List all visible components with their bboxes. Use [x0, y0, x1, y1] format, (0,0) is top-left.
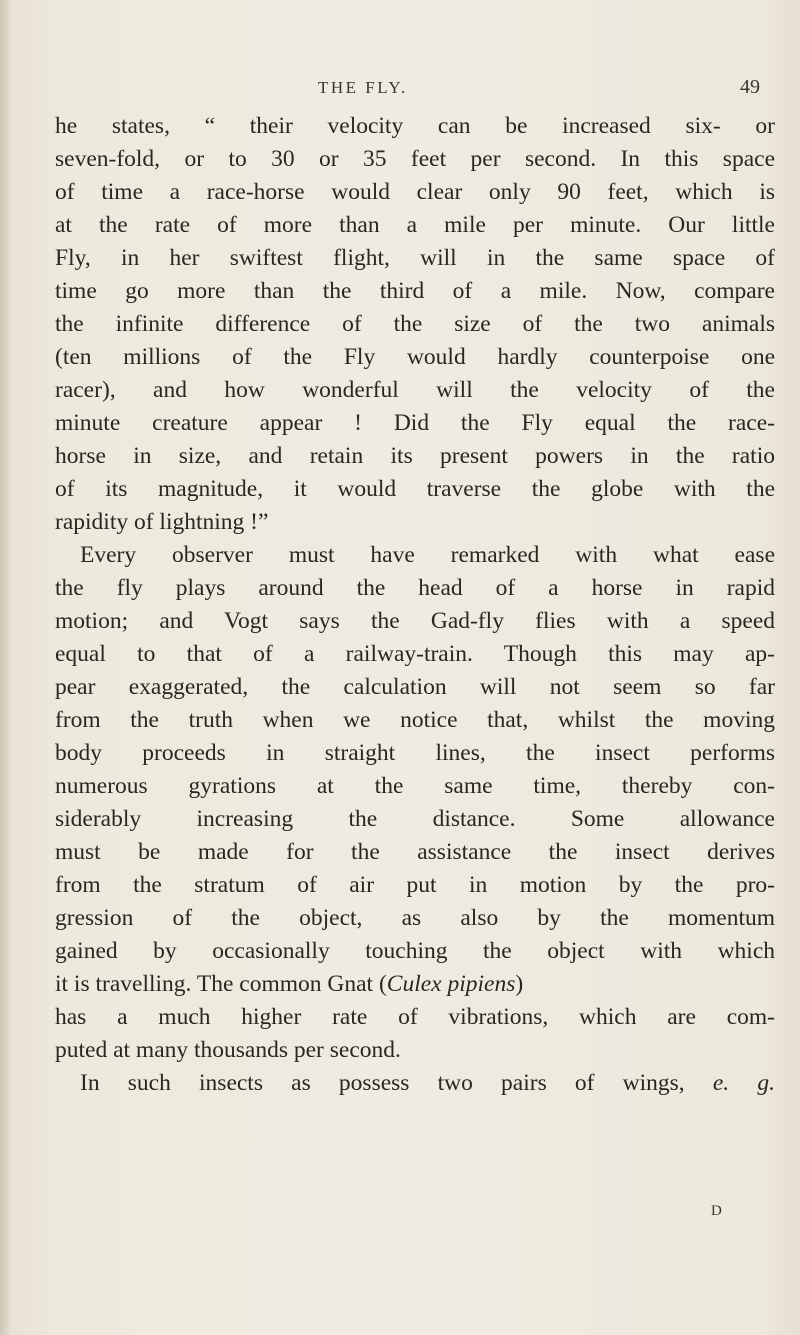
- text-line: of time a race-horse would clear only 90 feet, which is: [55, 179, 775, 205]
- text-line-with-italic: [55, 968, 775, 1001]
- paragraph-first-line: Every observer must have remarked with what ease: [80, 542, 775, 568]
- running-head: [0, 72, 800, 102]
- running-title: THE FLY.: [318, 78, 408, 97]
- text-line: body proceeds in straight lines, the insect performs: [55, 740, 775, 766]
- text-line: seven-fold, or to 30 or 35 feet per second. In this space: [55, 146, 775, 172]
- text-line: from the stratum of air put in motion by the pro-: [55, 872, 775, 898]
- text-line: he states, “ their velocity can be increased six- or: [55, 113, 775, 139]
- text-line: equal to that of a railway-train. Though this may ap-: [55, 641, 775, 667]
- signature-mark: D: [711, 1203, 722, 1219]
- text-line: at the rate of more than a mile per minute. Our little: [55, 212, 775, 238]
- text-line: the infinite difference of the size of the two animals: [55, 311, 775, 337]
- text-line: (ten millions of the Fly would hardly counterpoise one: [55, 344, 775, 370]
- italic-species-name: Culex pipiens: [386, 971, 516, 997]
- text-line: the fly plays around the head of a horse in rapid: [55, 575, 775, 601]
- text-line: gained by occasionally touching the object with which: [55, 938, 775, 964]
- text-line: has a much higher rate of vibrations, which are com-: [55, 1004, 775, 1030]
- page-number: 49: [740, 76, 760, 98]
- text-line: pear exaggerated, the calculation will not seem so far: [55, 674, 775, 700]
- text-line: must be made for the assistance the insect derives: [55, 839, 775, 865]
- text-line: horse in size, and retain its present powers in the ratio: [55, 443, 775, 469]
- paragraph-first-line: [80, 1067, 775, 1100]
- text-segment: In such insects as possess two pairs of wings,: [80, 1070, 713, 1096]
- italic-abbreviation: e. g.: [712, 1070, 775, 1096]
- text-line: racer), and how wonderful will the velocity of the: [55, 377, 775, 403]
- text-segment: it is travelling. The common Gnat (: [55, 971, 387, 997]
- text-line: Fly, in her swiftest flight, will in the same space of: [55, 245, 775, 271]
- text-line: siderably increasing the distance. Some allowance: [55, 806, 775, 832]
- text-line: numerous gyrations at the same time, thereby con-: [55, 773, 775, 799]
- text-line: time go more than the third of a mile. Now, compare: [55, 278, 775, 304]
- text-segment: ): [515, 971, 524, 997]
- text-line: motion; and Vogt says the Gad-fly flies with a speed: [55, 608, 775, 634]
- text-line: minute creature appear ! Did the Fly equal the race-: [55, 410, 775, 436]
- text-line: puted at many thousands per second.: [55, 1037, 401, 1063]
- text-line: rapidity of lightning !”: [55, 509, 269, 535]
- text-line: gression of the object, as also by the momentum: [55, 905, 775, 931]
- text-line: from the truth when we notice that, whilst the moving: [55, 707, 775, 733]
- text-line: of its magnitude, it would traverse the globe with the: [55, 476, 775, 502]
- page-gutter-shadow: [0, 0, 10, 1335]
